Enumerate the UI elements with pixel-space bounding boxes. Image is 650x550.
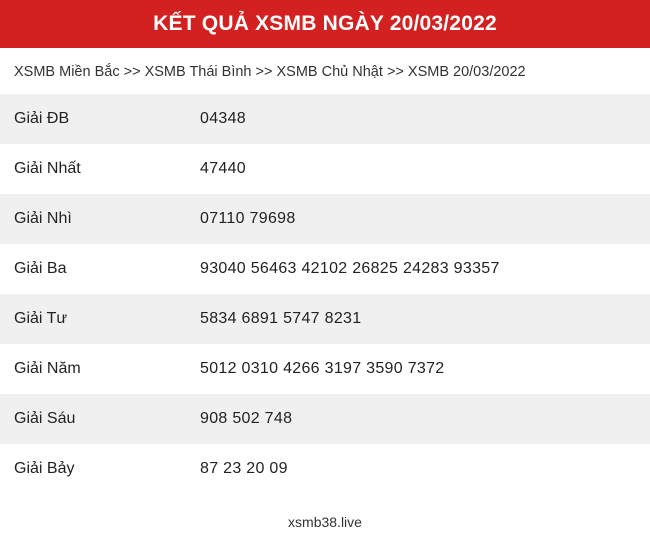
prize-numbers: 93040 56463 42102 26825 24283 93357 (200, 260, 500, 277)
prize-numbers: 47440 (200, 160, 246, 177)
prize-label: Giải Nhì (14, 210, 72, 227)
table-row (0, 94, 650, 144)
site-name: xsmb38.live (288, 514, 362, 530)
breadcrumb-item-province[interactable]: XSMB Thái Bình (144, 64, 252, 80)
results-table (0, 94, 650, 494)
prize-label: Giải Năm (14, 360, 81, 377)
breadcrumb-item-date[interactable]: XSMB 20/03/2022 (407, 64, 526, 80)
breadcrumb-item-region[interactable]: XSMB Miền Bắc (14, 64, 120, 80)
prize-numbers: 908 502 748 (200, 410, 293, 427)
table-row (0, 394, 650, 444)
prize-numbers: 5012 0310 4266 3197 3590 7372 (200, 360, 445, 377)
prize-label: Giải Nhất (14, 160, 81, 177)
prize-numbers: 5834 6891 5747 8231 (200, 310, 362, 327)
prize-label: Giải Bảy (14, 460, 75, 477)
page-header (0, 0, 650, 48)
prize-numbers: 07110 79698 (200, 210, 296, 227)
prize-label: Giải ĐB (14, 110, 70, 127)
page-footer (0, 494, 650, 550)
prize-label: Giải Sáu (14, 410, 76, 427)
prize-numbers: 04348 (200, 110, 246, 127)
breadcrumb-item-weekday[interactable]: XSMB Chủ Nhật (276, 64, 383, 80)
prize-label: Giải Ba (14, 260, 67, 277)
breadcrumb-separator: >> (123, 64, 141, 80)
breadcrumb (0, 48, 650, 94)
table-row (0, 344, 650, 394)
prize-numbers: 87 23 20 09 (200, 460, 288, 477)
prize-label: Giải Tư (14, 310, 68, 327)
table-row (0, 444, 650, 494)
page-title: KẾT QUẢ XSMB NGÀY 20/03/2022 (153, 12, 497, 35)
breadcrumb-separator: >> (386, 64, 404, 80)
table-row (0, 194, 650, 244)
table-row (0, 294, 650, 344)
breadcrumb-separator: >> (255, 64, 273, 80)
table-row (0, 144, 650, 194)
table-row (0, 244, 650, 294)
